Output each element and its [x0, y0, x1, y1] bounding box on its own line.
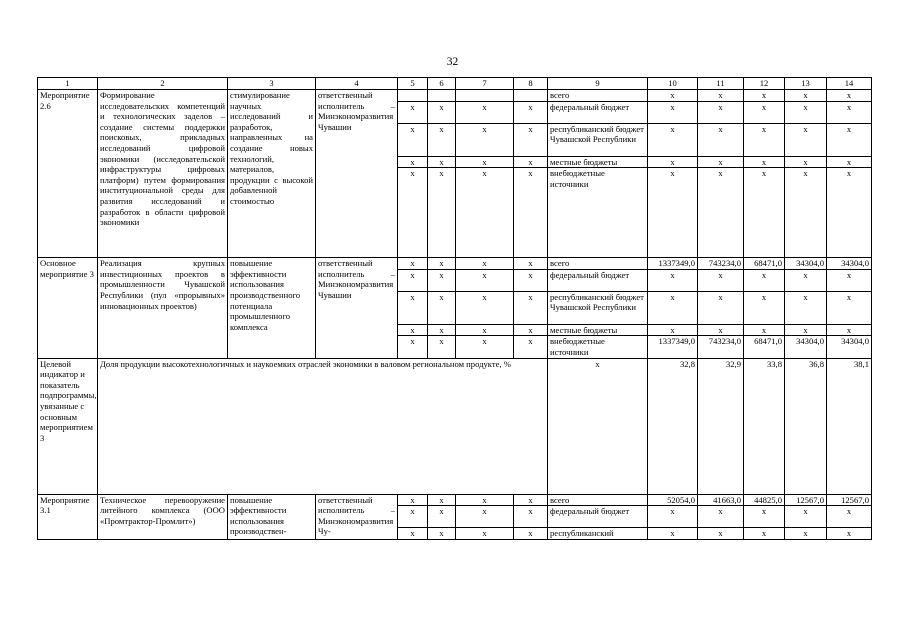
event-executor: ответственный исполнитель – Минэкономразвития Чувашии [316, 90, 398, 258]
code-cell [456, 90, 514, 102]
column-header: 10 [648, 78, 698, 90]
event-name: Мероприятие 2.6 [38, 90, 98, 258]
amount-cell: x [744, 506, 785, 528]
amount-cell: x [648, 168, 698, 258]
code-cell: x [428, 336, 456, 358]
funding-source: федеральный бюджет [548, 101, 648, 123]
code-cell: x [428, 494, 456, 506]
funding-source: всего [548, 494, 648, 506]
indicator-value: 33,8 [744, 358, 785, 494]
code-cell: x [398, 168, 428, 258]
amount-cell: x [648, 506, 698, 528]
funding-source: внебюджетные источники [548, 336, 648, 358]
amount-cell: x [785, 269, 827, 291]
code-cell: x [428, 101, 456, 123]
code-cell: x [456, 101, 514, 123]
code-cell: x [514, 324, 548, 336]
amount-cell: x [648, 291, 698, 324]
column-header: 3 [228, 78, 316, 90]
funding-source: всего [548, 90, 648, 102]
event-description: Формирование исследовательских компетенций и технологических заделов – создание системы поддержки поисковых, прикладных исследований цифровой экономики (исследовательской инфраструктуры цифровых платформ) путем формирования институциональной среды для развития исследований и разработок в области цифровой экономики [98, 90, 228, 258]
amount-cell: x [648, 101, 698, 123]
header-row [38, 78, 872, 90]
funding-source: всего [548, 258, 648, 270]
code-cell: x [398, 336, 428, 358]
amount-cell: x [785, 90, 827, 102]
amount-cell: x [698, 269, 744, 291]
column-header: 8 [514, 78, 548, 90]
code-cell: x [428, 324, 456, 336]
event-goal: стимулирование научных исследований и разработок, направленных на создание новых технологий, материалов, продукции с высокой добавленной стоимостью [228, 90, 316, 258]
event-goal: повышение эффективности использования производствен- [228, 494, 316, 539]
event-name: Мероприятие 3.1 [38, 494, 98, 539]
funding-source: федеральный бюджет [548, 269, 648, 291]
amount-cell: x [744, 528, 785, 540]
code-cell: x [456, 156, 514, 168]
amount-cell: x [827, 291, 872, 324]
amount-cell: x [827, 324, 872, 336]
amount-cell: x [698, 168, 744, 258]
amount-cell: x [698, 90, 744, 102]
code-cell: x [456, 168, 514, 258]
amount-cell: 1337349,0 [648, 336, 698, 358]
code-cell: x [398, 258, 428, 270]
amount-cell: x [648, 156, 698, 168]
code-cell: x [428, 258, 456, 270]
table-row [38, 494, 872, 506]
amount-cell: x [744, 90, 785, 102]
amount-cell: x [744, 123, 785, 156]
amount-cell: x [827, 123, 872, 156]
amount-cell: x [785, 168, 827, 258]
column-header: 1 [38, 78, 98, 90]
amount-cell: 34304,0 [785, 258, 827, 270]
amount-cell: 34304,0 [827, 258, 872, 270]
amount-cell: x [785, 101, 827, 123]
code-cell: x [428, 506, 456, 528]
funding-source: внебюджетные источники [548, 168, 648, 258]
amount-cell: x [698, 506, 744, 528]
funding-source: федеральный бюджет [548, 506, 648, 528]
column-header: 5 [398, 78, 428, 90]
event-description: Реализация крупных инвестиционных проектов в промышленности Чувашской Республики (пул «прорывных» инновационных проектов) [98, 258, 228, 358]
amount-cell: x [698, 324, 744, 336]
code-cell: x [456, 506, 514, 528]
amount-cell: x [698, 101, 744, 123]
indicator-c9: x [548, 358, 648, 494]
code-cell: x [514, 291, 548, 324]
code-cell: x [398, 156, 428, 168]
amount-cell: 52054,0 [648, 494, 698, 506]
code-cell: x [456, 324, 514, 336]
code-cell: x [456, 269, 514, 291]
program-table [37, 77, 872, 540]
amount-cell: x [744, 291, 785, 324]
code-cell: x [514, 269, 548, 291]
amount-cell: 44825,0 [744, 494, 785, 506]
amount-cell: x [744, 269, 785, 291]
code-cell: x [514, 101, 548, 123]
code-cell: x [456, 123, 514, 156]
code-cell: x [428, 528, 456, 540]
amount-cell: x [698, 156, 744, 168]
table-row [38, 90, 872, 102]
event-executor: ответственный исполнитель – Минэкономразвития Чу- [316, 494, 398, 539]
amount-cell: x [827, 506, 872, 528]
amount-cell: x [827, 101, 872, 123]
indicator-value: 38,1 [827, 358, 872, 494]
indicator-row [38, 358, 872, 494]
code-cell: x [398, 123, 428, 156]
indicator-text: Доля продукции высокотехнологичных и наукоемких отраслей экономики в валовом региональном продукте, % [98, 358, 548, 494]
code-cell: x [398, 291, 428, 324]
column-header: 9 [548, 78, 648, 90]
amount-cell: x [785, 528, 827, 540]
column-header: 11 [698, 78, 744, 90]
code-cell: x [514, 336, 548, 358]
code-cell: x [456, 494, 514, 506]
code-cell: x [398, 324, 428, 336]
amount-cell: x [744, 101, 785, 123]
funding-source: республиканский бюджет Чувашской Республики [548, 291, 648, 324]
column-header: 2 [98, 78, 228, 90]
column-header: 13 [785, 78, 827, 90]
funding-source: республиканский бюджет Чувашской Республики [548, 123, 648, 156]
code-cell: x [514, 156, 548, 168]
amount-cell: x [827, 168, 872, 258]
column-header: 4 [316, 78, 398, 90]
code-cell: x [514, 123, 548, 156]
code-cell: x [398, 528, 428, 540]
amount-cell: x [827, 90, 872, 102]
amount-cell: x [648, 90, 698, 102]
column-header: 7 [456, 78, 514, 90]
code-cell: x [456, 528, 514, 540]
funding-source: местные бюджеты [548, 156, 648, 168]
page-number: 32 [446, 56, 459, 68]
event-goal: повышение эффективности использования производственного потенциала промышленного комплекса [228, 258, 316, 358]
amount-cell: x [827, 528, 872, 540]
amount-cell: x [648, 269, 698, 291]
code-cell: x [428, 269, 456, 291]
amount-cell: x [827, 156, 872, 168]
amount-cell: x [744, 168, 785, 258]
code-cell: x [456, 258, 514, 270]
amount-cell: 12567,0 [827, 494, 872, 506]
code-cell: x [428, 291, 456, 324]
code-cell [428, 90, 456, 102]
indicator-label: Целевой индикатор и показатель подпрограммы, увязанные с основным мероприятием 3 [38, 358, 98, 494]
indicator-value: 32,8 [648, 358, 698, 494]
indicator-value: 36,8 [785, 358, 827, 494]
code-cell: x [398, 506, 428, 528]
code-cell [514, 90, 548, 102]
amount-cell: 41663,0 [698, 494, 744, 506]
code-cell: x [514, 506, 548, 528]
code-cell: x [514, 494, 548, 506]
code-cell: x [398, 269, 428, 291]
amount-cell: 743234,0 [698, 258, 744, 270]
event-name: Основное мероприятие 3 [38, 258, 98, 358]
indicator-value: 32,9 [698, 358, 744, 494]
amount-cell: 34304,0 [785, 336, 827, 358]
code-cell: x [428, 156, 456, 168]
code-cell: x [514, 528, 548, 540]
amount-cell: 68471,0 [744, 258, 785, 270]
event-description: Техническое перевооружение литейного комплекса (ООО «Промтрактор-Промлит») [98, 494, 228, 539]
amount-cell: 12567,0 [785, 494, 827, 506]
amount-cell: x [785, 123, 827, 156]
code-cell: x [456, 291, 514, 324]
code-cell: x [514, 168, 548, 258]
amount-cell: x [785, 324, 827, 336]
code-cell [398, 90, 428, 102]
column-header: 6 [428, 78, 456, 90]
amount-cell: x [648, 528, 698, 540]
amount-cell: x [785, 506, 827, 528]
amount-cell: x [785, 291, 827, 324]
amount-cell: 743234,0 [698, 336, 744, 358]
code-cell: x [398, 494, 428, 506]
amount-cell: 34304,0 [827, 336, 872, 358]
amount-cell: x [785, 156, 827, 168]
amount-cell: x [698, 528, 744, 540]
event-executor: ответственный исполнитель – Минэкономразвития Чувашии [316, 258, 398, 358]
amount-cell: x [648, 324, 698, 336]
amount-cell: x [648, 123, 698, 156]
code-cell: x [456, 336, 514, 358]
amount-cell: 1337349,0 [648, 258, 698, 270]
code-cell: x [514, 258, 548, 270]
funding-source: республиканский [548, 528, 648, 540]
amount-cell: 68471,0 [744, 336, 785, 358]
table-row [38, 258, 872, 270]
code-cell: x [428, 123, 456, 156]
column-header: 12 [744, 78, 785, 90]
amount-cell: x [698, 291, 744, 324]
amount-cell: x [744, 156, 785, 168]
amount-cell: x [698, 123, 744, 156]
column-header: 14 [827, 78, 872, 90]
amount-cell: x [827, 269, 872, 291]
code-cell: x [428, 168, 456, 258]
code-cell: x [398, 101, 428, 123]
amount-cell: x [744, 324, 785, 336]
funding-source: местные бюджеты [548, 324, 648, 336]
